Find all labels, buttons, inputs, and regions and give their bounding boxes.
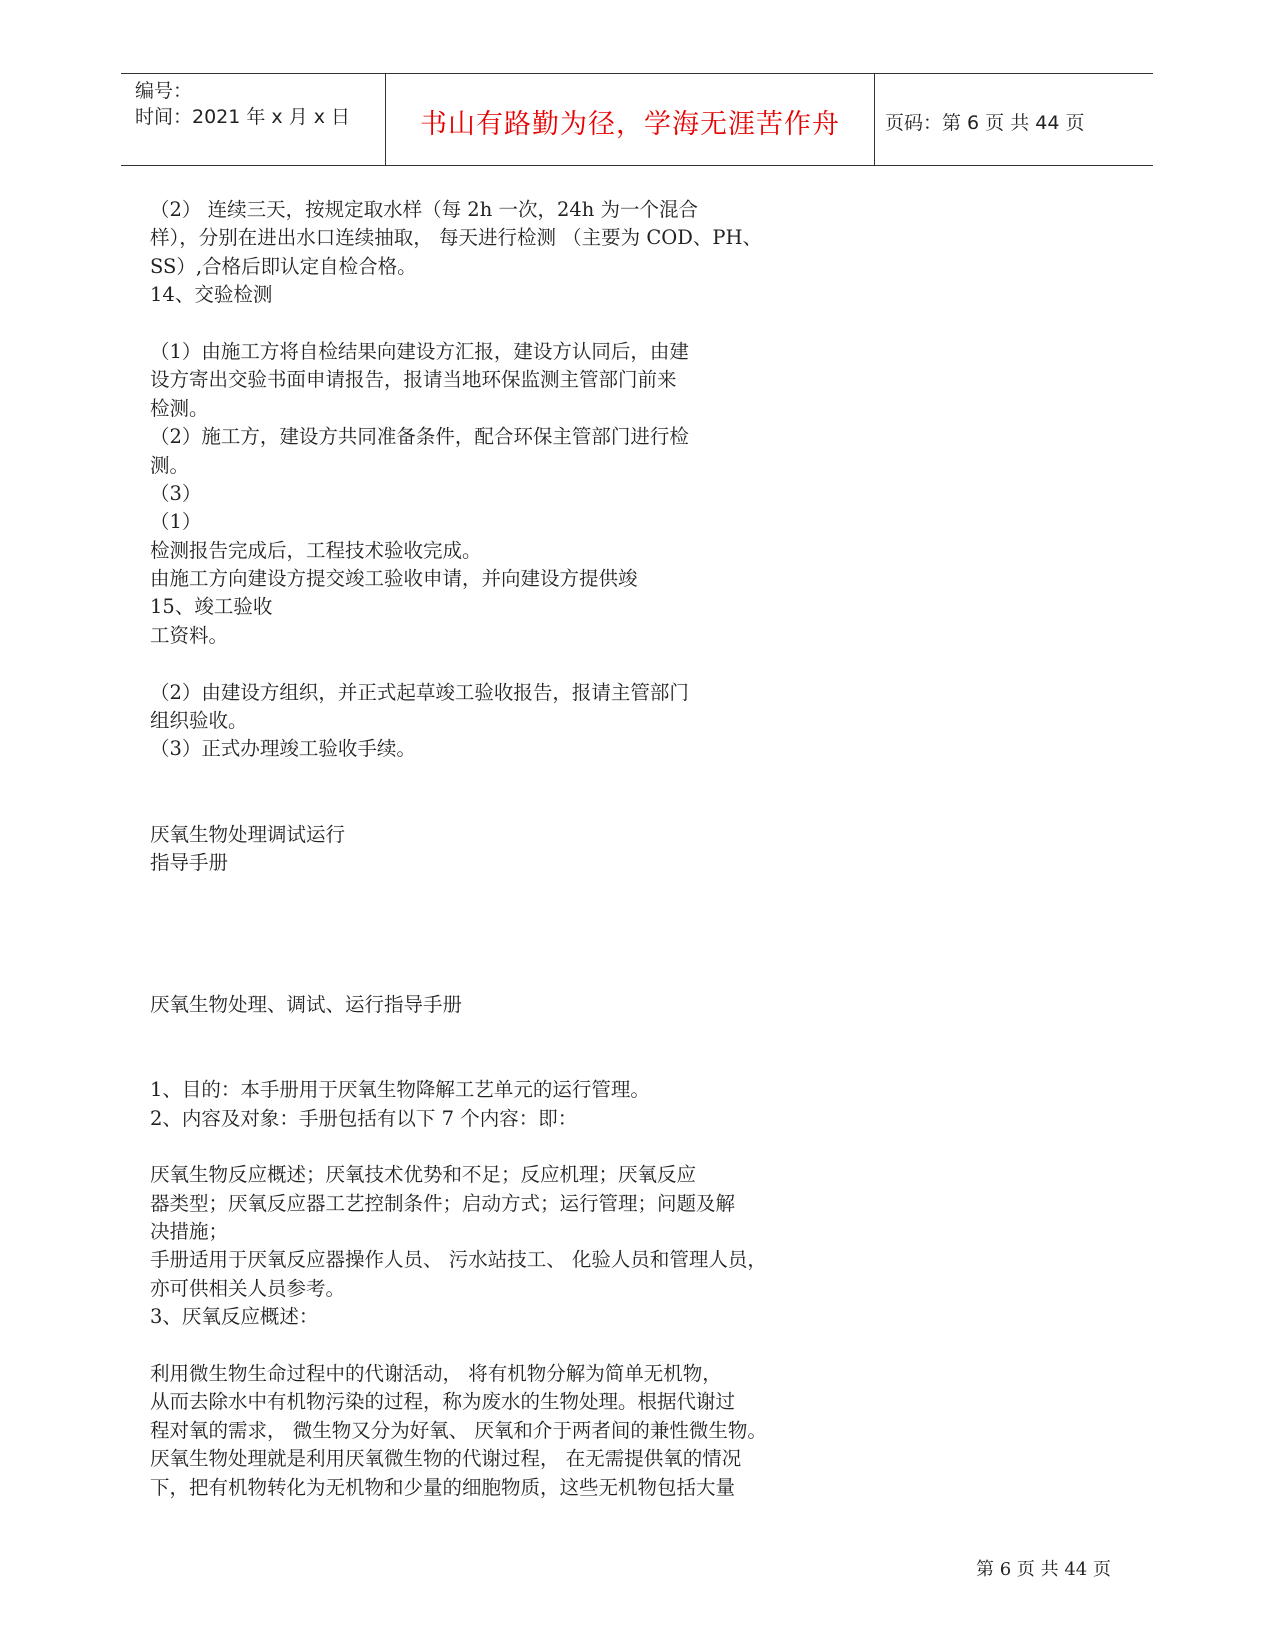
text-line: 利用微生物生命过程中的代谢活动， 将有机物分解为简单无机物，	[150, 1362, 722, 1386]
text-line: （1）由施工方将自检结果向建设方汇报，建设方认同后，由建	[150, 339, 689, 363]
page-header	[121, 73, 1153, 166]
blank-line	[150, 934, 870, 962]
document-time-label: 时间：2021 年 x 月 x 日	[135, 106, 351, 128]
blank-line	[150, 310, 870, 338]
text-line: 测。	[150, 453, 190, 477]
text-line: （2）施工方，建设方共同准备条件，配合环保主管部门进行检	[150, 425, 689, 449]
page-footer: 第 6 页 共 44 页	[976, 1559, 1111, 1580]
text-line: 程对氧的需求， 微生物又分为好氧、 厌氧和介于两者间的兼性微生物。	[150, 1418, 767, 1442]
text-line: （2）由建设方组织，并正式起草竣工验收报告，报请主管部门	[150, 680, 689, 704]
blank-line	[150, 764, 870, 792]
document-body	[150, 196, 870, 1502]
text-line: 厌氧生物处理调试运行	[150, 822, 346, 846]
text-line: 3、厌氧反应概述：	[150, 1305, 319, 1329]
blank-line	[150, 877, 870, 905]
text-line: （3）正式办理竣工验收手续。	[150, 737, 416, 761]
header-page-info: 页码：第 6 页 共 44 页	[885, 112, 1085, 134]
text-line: 检测报告完成后，工程技术验收完成。	[150, 538, 482, 562]
text-line: 15、竣工验收	[150, 595, 273, 619]
blank-line	[150, 1133, 870, 1161]
text-line: 手册适用于厌氧反应器操作人员、 污水站技工、 化验人员和管理人员，	[150, 1248, 767, 1272]
header-info-cell	[121, 74, 385, 165]
text-line: （3）	[150, 481, 202, 505]
blank-line	[150, 1019, 870, 1047]
header-motto: 书山有路勤为径，学海无涯苦作舟	[420, 109, 840, 140]
text-line: 检测。	[150, 396, 209, 420]
text-line: 厌氧生物处理、调试、运行指导手册	[150, 992, 463, 1016]
text-line: 指导手册	[150, 850, 229, 874]
text-line: SS）,合格后即认定自检合格。	[150, 254, 417, 278]
header-page-cell	[873, 74, 1153, 165]
text-line: 亦可供相关人员参考。	[150, 1276, 346, 1300]
text-line: 样），分别在进出水口连续抽取， 每天进行检测 （主要为 COD、PH、	[150, 226, 763, 250]
text-line: 1、目的：本手册用于厌氧生物降解工艺单元的运行管理。	[150, 1078, 650, 1102]
text-line: 由施工方向建设方提交竣工验收申请，并向建设方提供竣	[150, 567, 638, 591]
blank-line	[150, 792, 870, 820]
text-line: 组织验收。	[150, 709, 248, 733]
text-line: 决措施；	[150, 1220, 229, 1244]
header-motto-cell	[385, 74, 875, 165]
text-line: 14、交验检测	[150, 283, 273, 307]
blank-line	[150, 963, 870, 991]
text-line: （2） 连续三天，按规定取水样（每 2h 一次，24h 为一个混合	[150, 198, 699, 221]
blank-line	[150, 1048, 870, 1076]
text-line: 厌氧生物处理就是利用厌氧微生物的代谢过程， 在无需提供氧的情况	[150, 1447, 742, 1471]
text-line: （1）	[150, 510, 202, 534]
text-line: 厌氧生物反应概述；厌氧技术优势和不足；反应机理；厌氧反应	[150, 1163, 697, 1187]
blank-line	[150, 1332, 870, 1360]
text-line: 2、内容及对象：手册包括有以下 7 个内容：即：	[150, 1106, 578, 1130]
blank-line	[150, 650, 870, 678]
text-line: 设方寄出交验书面申请报告，报请当地环保监测主管部门前来	[150, 368, 677, 392]
text-line: 从而去除水中有机物污染的过程，称为废水的生物处理。根据代谢过	[150, 1390, 736, 1414]
text-line: 下，把有机物转化为无机物和少量的细胞物质，这些无机物包括大量	[150, 1475, 736, 1499]
document-number-label: 编号：	[135, 80, 193, 102]
text-line: 器类型；厌氧反应器工艺控制条件；启动方式；运行管理；问题及解	[150, 1191, 736, 1215]
text-line: 工资料。	[150, 623, 229, 647]
blank-line	[150, 906, 870, 934]
